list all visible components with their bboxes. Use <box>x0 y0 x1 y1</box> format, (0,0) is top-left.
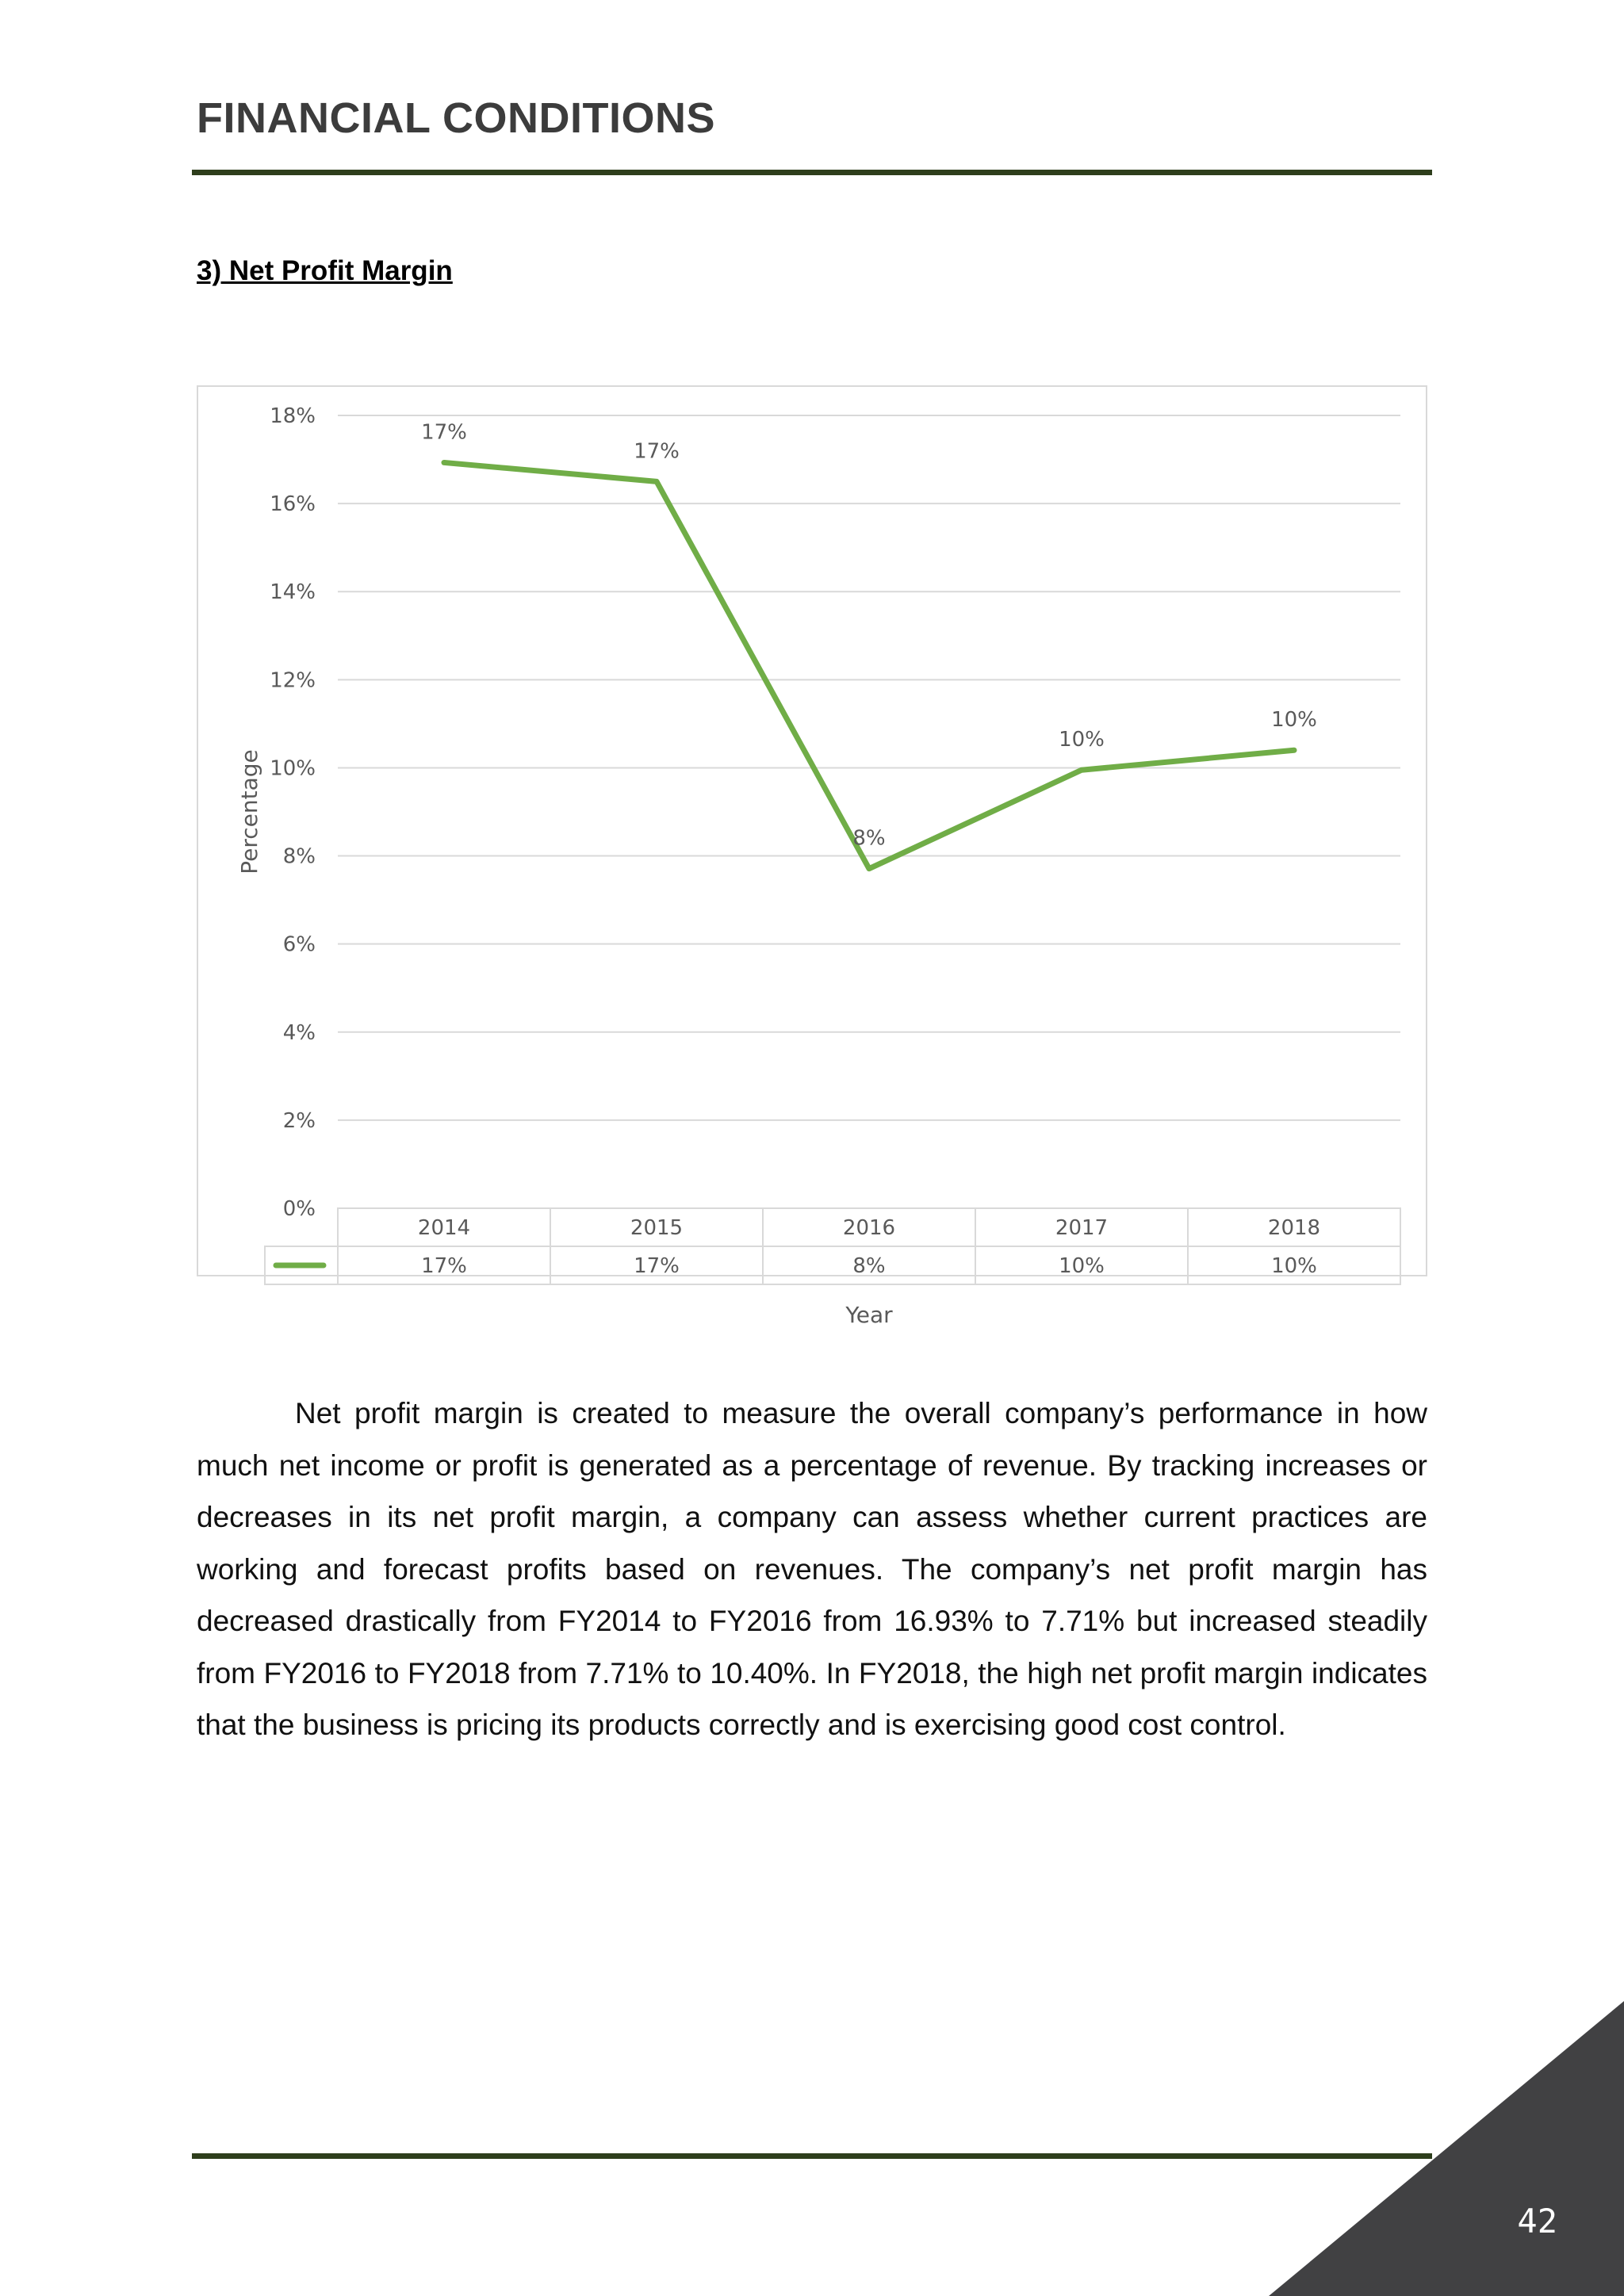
y-tick-label: 4% <box>282 1020 316 1045</box>
y-tick-label: 16% <box>270 492 316 517</box>
header-rule <box>192 170 1432 175</box>
y-tick-label: 0% <box>282 1197 316 1221</box>
x-tick-label: 2016 <box>842 1216 896 1240</box>
table-value: 8% <box>852 1254 886 1278</box>
y-tick-label: 2% <box>282 1108 316 1133</box>
y-tick-label: 14% <box>270 580 316 605</box>
x-tick-label: 2017 <box>1055 1216 1109 1240</box>
table-value: 10% <box>1271 1254 1317 1278</box>
x-axis-label: Year <box>845 1302 893 1328</box>
page-number: 42 <box>1517 2202 1557 2241</box>
x-tick-label: 2018 <box>1267 1216 1321 1240</box>
table-value: 17% <box>634 1254 680 1278</box>
data-label: 17% <box>634 439 680 464</box>
series-line <box>444 462 1294 868</box>
data-label: 17% <box>421 420 467 445</box>
y-tick-label: 8% <box>282 844 316 869</box>
y-tick-label: 12% <box>270 668 316 693</box>
y-tick-label: 18% <box>270 404 316 428</box>
section-title: FINANCIAL CONDITIONS <box>197 94 715 142</box>
y-tick-label: 6% <box>282 932 316 957</box>
y-tick-label: 10% <box>270 756 316 781</box>
net-profit-margin-chart <box>198 387 1429 1328</box>
table-value: 17% <box>421 1254 467 1278</box>
data-label: 10% <box>1059 728 1105 752</box>
table-value: 10% <box>1059 1254 1105 1278</box>
corner-triangle <box>1269 2001 1624 2296</box>
y-axis-label: Percentage <box>236 749 262 874</box>
x-tick-label: 2014 <box>417 1216 471 1240</box>
x-tick-label: 2015 <box>630 1216 684 1240</box>
footer-rule <box>192 2153 1432 2159</box>
chart-frame <box>197 385 1427 1328</box>
subsection-title: 3) Net Profit Margin <box>197 255 453 286</box>
data-label: 10% <box>1271 708 1317 733</box>
body-paragraph: Net profit margin is created to measure the overall company’s performance in how much net income or profit is generated as a percentage of revenue. By tracking increases or decreases in its net profit margin, a company can assess whether current practices are working and forecast profits based on revenues. The company’s net profit margin has decreased drastically from FY2014 to FY2016 from 16.93% to 7.71% but increased steadily from FY2016 to FY2018 from 7.71% to 10.40%. In FY2018, the high net profit margin indicates that the business is pricing its products correctly and is exercising good cost control. <box>197 1397 1427 1741</box>
data-label: 8% <box>852 826 886 851</box>
